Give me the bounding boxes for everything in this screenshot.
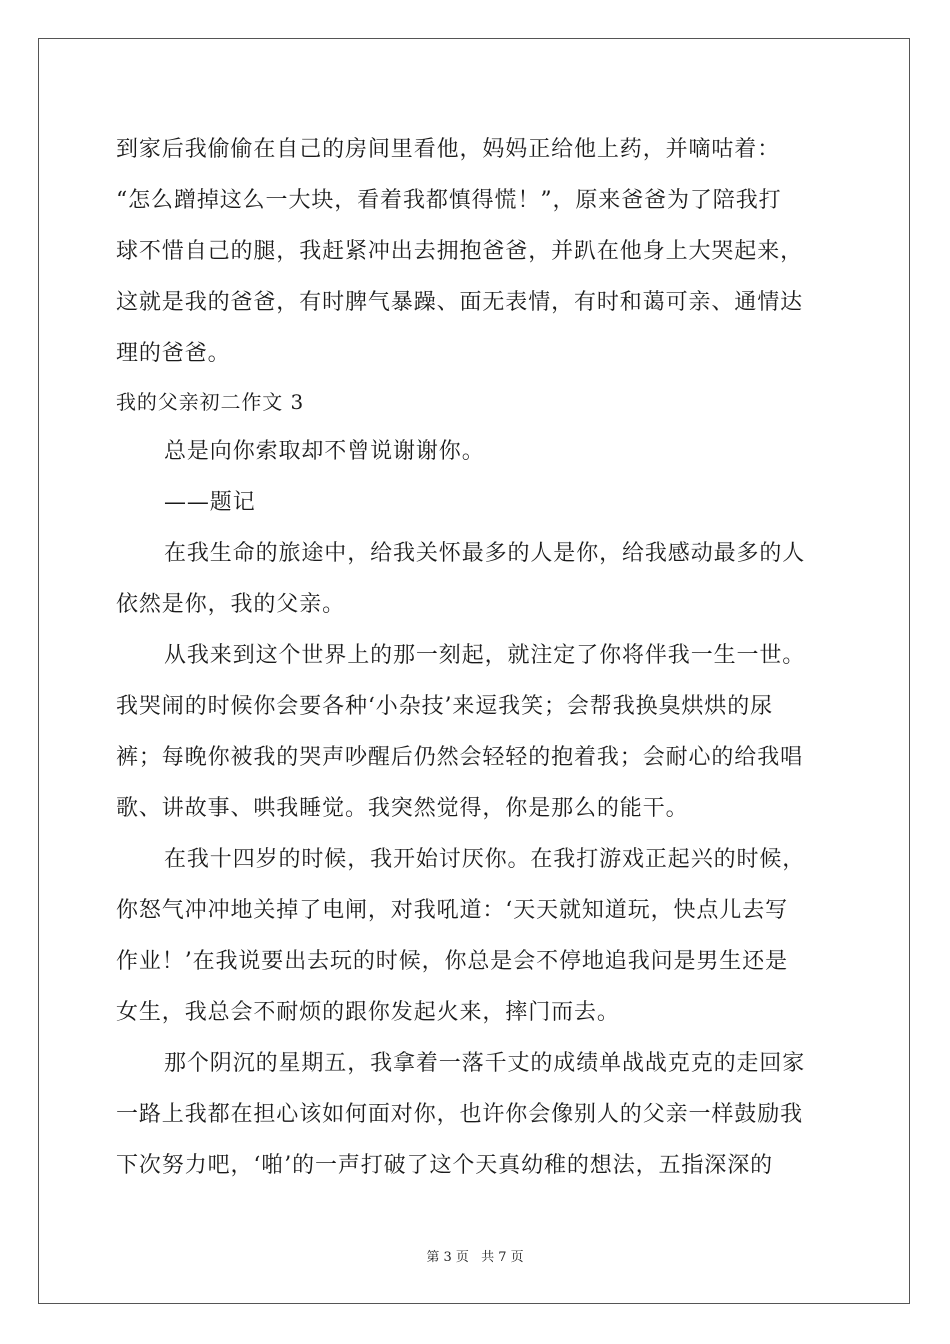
text-line: 我哭闹的时候你会要各种‘小杂技’来逗我笑；会帮我换臭烘烘的尿 xyxy=(116,694,773,719)
text-line: 歌、讲故事、哄我睡觉。我突然觉得，你是那么的能干。 xyxy=(116,796,689,821)
text-line: 那个阴沉的星期五，我拿着一落千丈的成绩单战战克克的走回家 xyxy=(164,1051,806,1076)
text-line: 从我来到这个世界上的那一刻起，就注定了你将伴我一生一世。 xyxy=(164,643,806,668)
text-line: 作业！’在我说要出去玩的时候，你总是会不停地追我问是男生还是 xyxy=(116,949,788,974)
text-line: 裤；每晚你被我的哭声吵醒后仍然会轻轻的抱着我；会耐心的给我唱 xyxy=(116,745,804,770)
text-line: 在我十四岁的时候，我开始讨厌你。在我打游戏正起兴的时候， xyxy=(164,847,806,872)
text-line: 理的爸爸。 xyxy=(116,341,231,366)
text-line: 依然是你，我的父亲。 xyxy=(116,592,346,617)
text-line: 女生，我总会不耐烦的跟你发起火来，摔门而去。 xyxy=(116,1000,620,1025)
page-total: 共 7 页 xyxy=(481,1250,524,1265)
text-line: 总是向你索取却不曾说谢谢你。 xyxy=(164,439,485,464)
text-line: 一路上我都在担心该如何面对你，也许你会像别人的父亲一样鼓励我 xyxy=(116,1102,804,1127)
text-line: 到家后我偷偷在自己的房间里看他，妈妈正给他上药，并嘀咕着： xyxy=(116,137,781,162)
text-line: ——题记 xyxy=(164,490,256,515)
document-body xyxy=(116,124,832,1191)
text-line: 下次努力吧，‘啪’的一声打破了这个天真幼稚的想法，五指深深的 xyxy=(116,1153,773,1178)
text-line: 球不惜自己的腿，我赶紧冲出去拥抱爸爸，并趴在他身上大哭起来， xyxy=(116,239,804,264)
text-line: 你怒气冲冲地关掉了电闸，对我吼道：‘天天就知道玩，快点儿去写 xyxy=(116,898,788,923)
text-line: “怎么蹭掉这么一大块，看着我都慎得慌！”，原来爸爸为了陪我打 xyxy=(116,188,782,213)
page-footer xyxy=(0,1246,950,1265)
section-heading: 我的父亲初二作文 3 xyxy=(116,390,305,414)
text-line: 在我生命的旅途中，给我关怀最多的人是你，给我感动最多的人 xyxy=(164,541,806,566)
text-line: 这就是我的爸爸，有时脾气暴躁、面无表情，有时和蔼可亲、通情达 xyxy=(116,290,804,315)
page-number: 第 3 页 xyxy=(426,1250,469,1265)
